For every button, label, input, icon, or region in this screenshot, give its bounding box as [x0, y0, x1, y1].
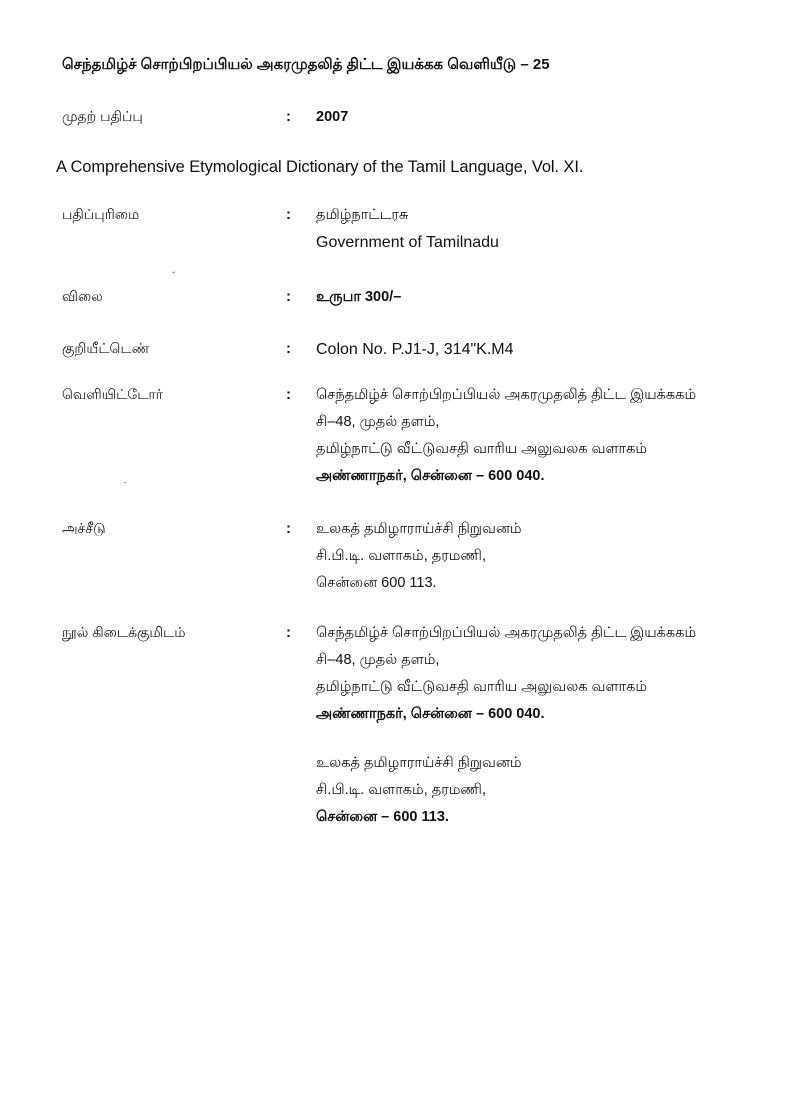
price-label: விலை — [62, 288, 103, 304]
copyright-tamil: தமிழ்நாட்டரசு — [316, 207, 409, 223]
available-at-line: உலகத் தமிழாராய்ச்சி நிறுவனம் — [316, 755, 522, 771]
price-value-block — [316, 284, 786, 311]
available-at-line: சென்னை – 600 113. — [316, 809, 449, 825]
copyright-value-block — [316, 202, 786, 256]
available-at-label: நூல் கிடைக்குமிடம் — [62, 624, 186, 640]
printer-line: சி.பி.டி. வளாகம், தரமணி, — [316, 548, 486, 564]
available-at-line: சி–48, முதல் தளம், — [316, 652, 440, 668]
scan-speck — [124, 482, 126, 484]
edition-value-block — [316, 108, 786, 126]
available-at-line: செந்தமிழ்ச் சொற்பிறப்பியல் அகரமுதலித் திட்ட இயக்ககம் — [316, 625, 697, 641]
available-at-line: அண்ணாநகர், சென்னை – 600 040. — [316, 706, 545, 722]
call-number-label: குறியீட்டெண் — [62, 340, 150, 356]
copyright-english: Government of Tamilnadu — [316, 234, 499, 251]
publisher-line: அண்ணாநகர், சென்னை – 600 040. — [316, 468, 545, 484]
scan-speck — [172, 271, 175, 273]
copyright-label: பதிப்புரிமை — [62, 206, 140, 222]
available-at-line: தமிழ்நாட்டு வீட்டுவசதி வாரிய அலுவலக வளாகம் — [316, 679, 648, 695]
price-value: உருபா 300/– — [316, 289, 402, 305]
english-title: A Comprehensive Etymological Dictionary of the Tamil Language, Vol. XI. — [56, 158, 584, 176]
publisher-label: வெளியிட்டோர் — [62, 386, 163, 402]
printer-label: அச்சீடு — [62, 520, 106, 536]
call-number-colon: : — [286, 340, 291, 357]
edition-label: முதற் பதிப்பு — [62, 108, 143, 124]
available-at-colon: : — [286, 624, 291, 641]
call-number-value: Colon No. P.J1-J, 314"K.M4 — [316, 341, 514, 358]
series-title: செந்தமிழ்ச் சொற்பிறப்பியல் அகரமுதலித் திட்ட இயக்கக வெளியீடு – 25 — [62, 56, 550, 73]
printer-line: சென்னை 600 113. — [316, 575, 437, 591]
publisher-line: செந்தமிழ்ச் சொற்பிறப்பியல் அகரமுதலித் திட்ட இயக்ககம் — [316, 387, 697, 403]
call-number-value-block — [316, 336, 786, 363]
publisher-colon: : — [286, 386, 291, 403]
edition-colon: : — [286, 108, 291, 125]
address-spacer — [316, 728, 786, 750]
copyright-colon: : — [286, 206, 291, 223]
publisher-line: சி–48, முதல் தளம், — [316, 414, 440, 430]
printer-line: உலகத் தமிழாராய்ச்சி நிறுவனம் — [316, 521, 522, 537]
printer-address — [316, 516, 786, 597]
publisher-address — [316, 382, 786, 490]
available-at-addresses — [316, 620, 786, 831]
edition-value: 2007 — [316, 109, 349, 125]
price-colon: : — [286, 288, 291, 305]
publisher-line: தமிழ்நாட்டு வீட்டுவசதி வாரிய அலுவலக வளாகம் — [316, 441, 648, 457]
printer-colon: : — [286, 520, 291, 537]
available-at-line: சி.பி.டி. வளாகம், தரமணி, — [316, 782, 486, 798]
